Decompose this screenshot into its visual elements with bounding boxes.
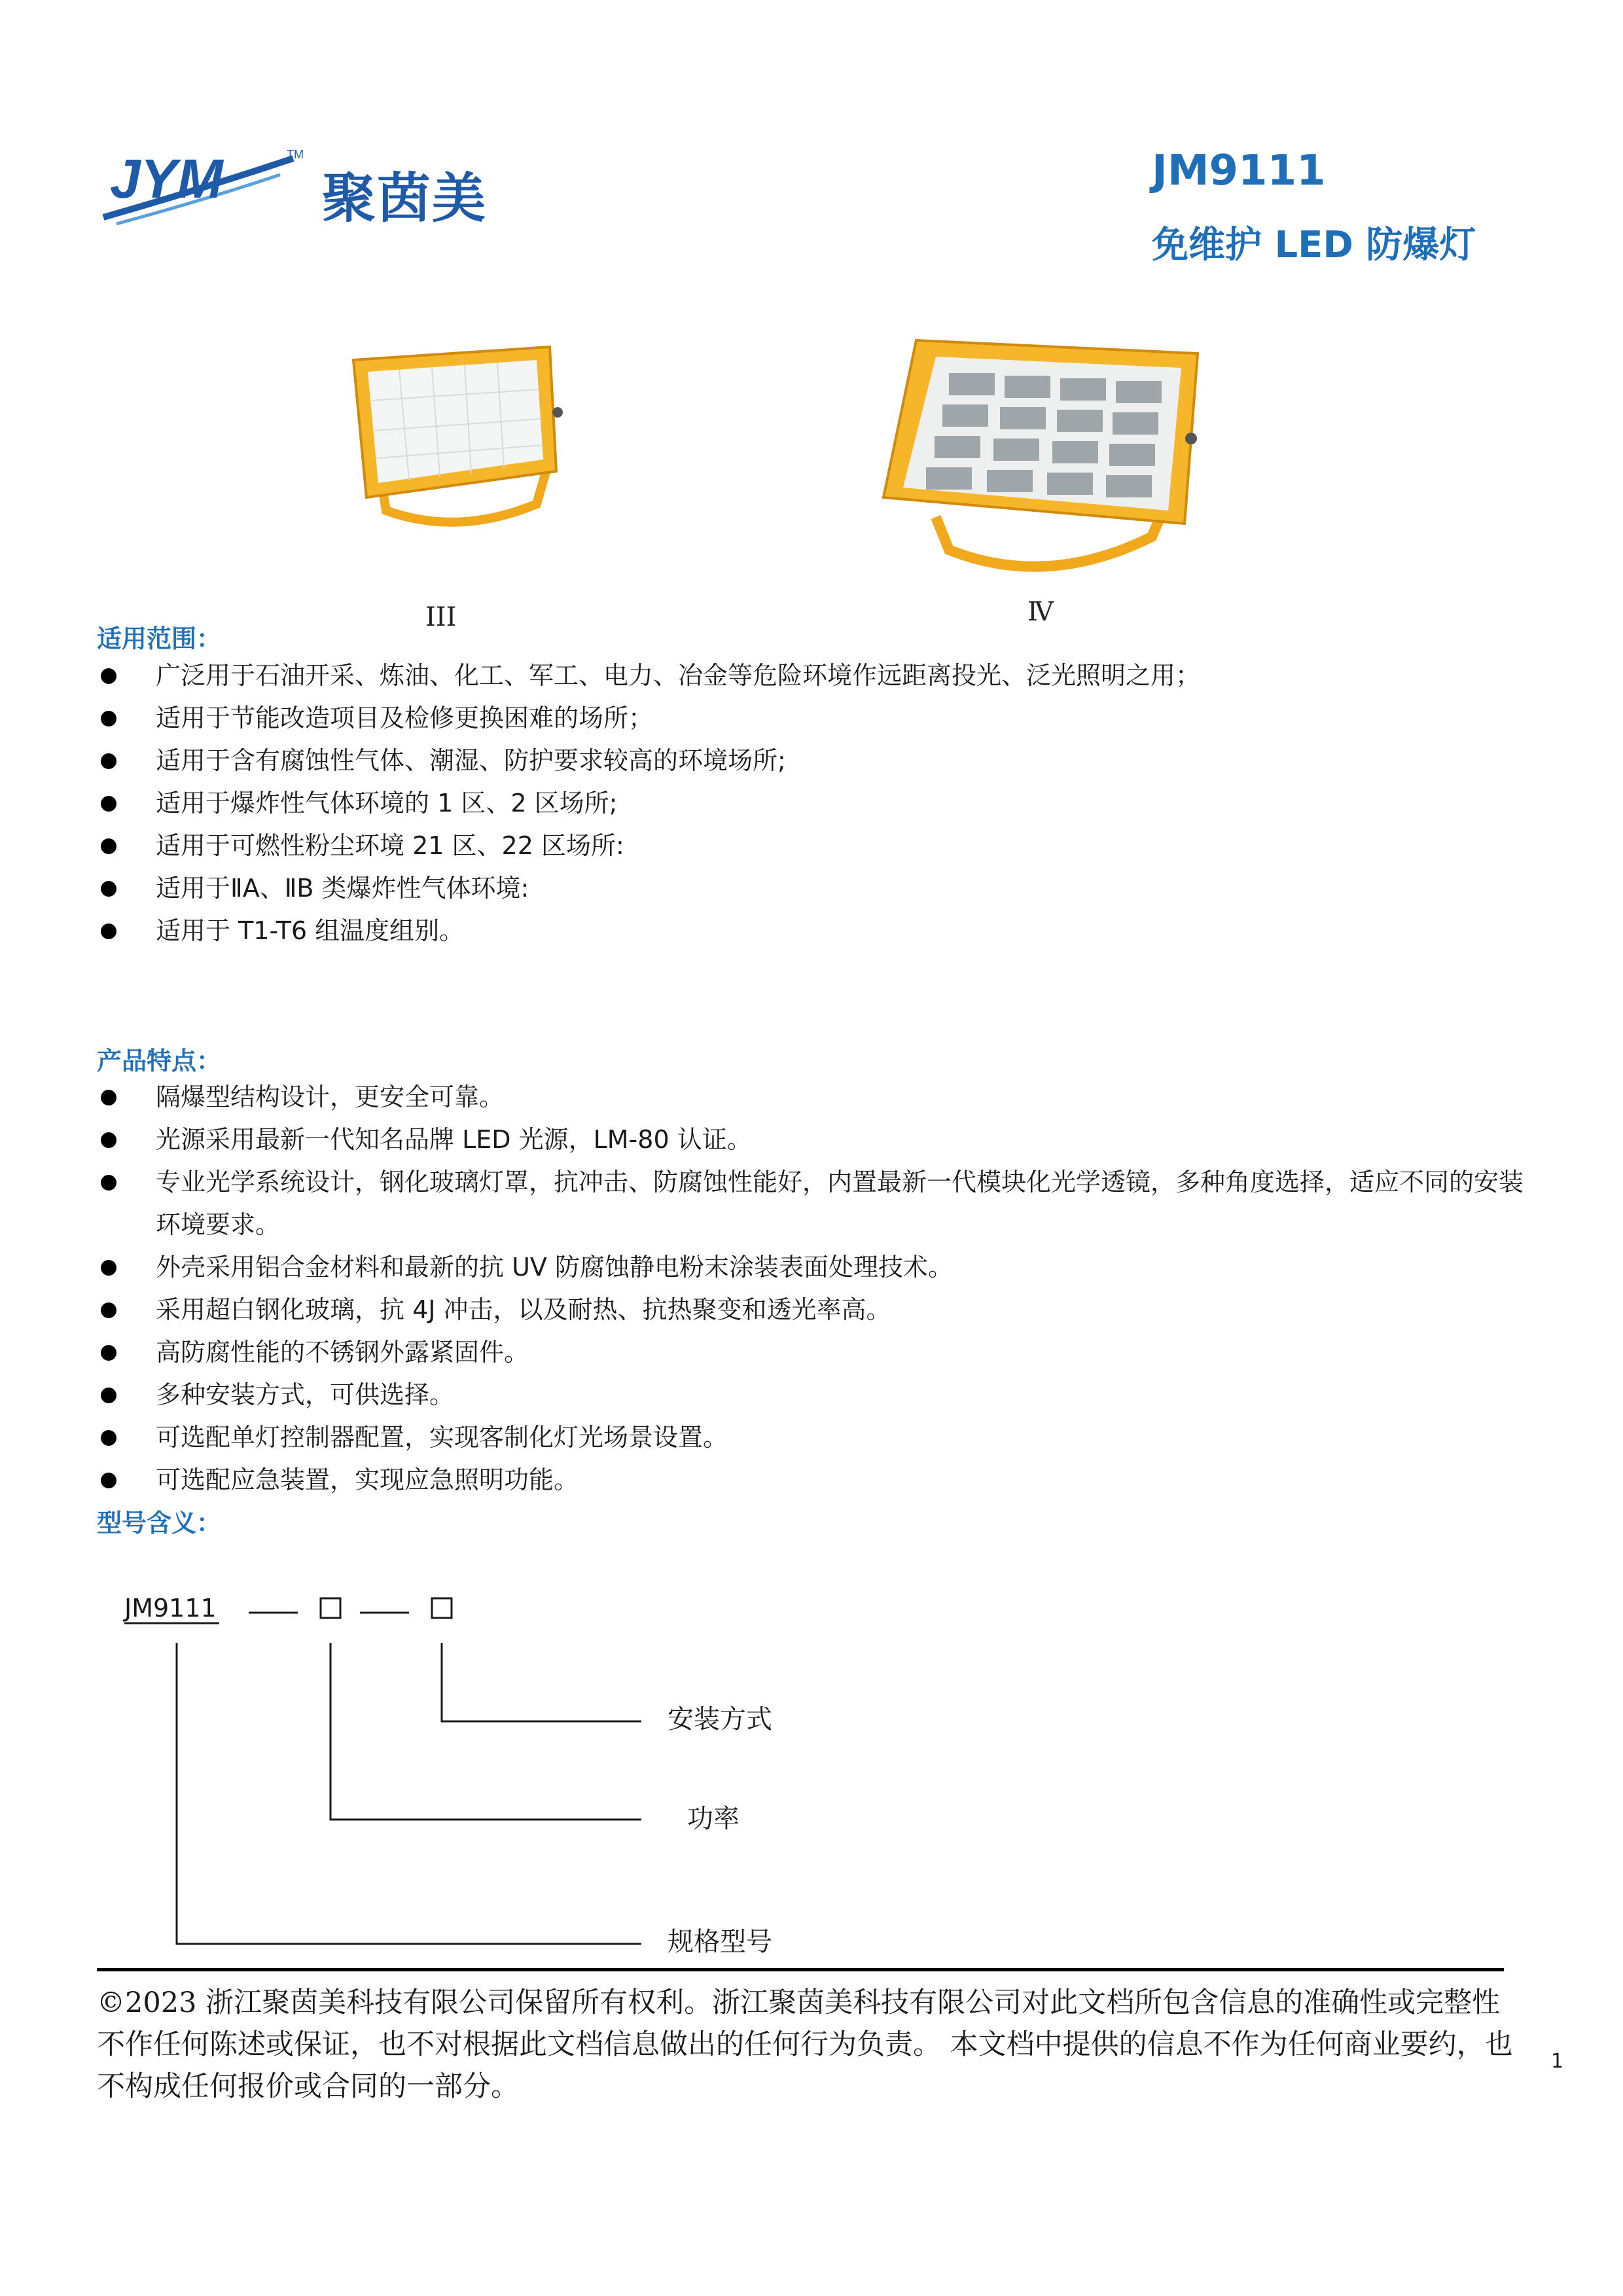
scope-list	[97, 655, 1537, 952]
list-item: 光源采用最新一代知名品牌 LED 光源，LM-80 认证。	[97, 1119, 1537, 1161]
list-item: 广泛用于石油开采、炼油、化工、军工、电力、冶金等危险环境作远距离投光、泛光照明之用；	[97, 655, 1537, 697]
list-item: 可选配应急装置，实现应急照明功能。	[97, 1459, 1537, 1501]
mount-placeholder-box	[432, 1598, 452, 1618]
mount-connector	[442, 1643, 641, 1721]
floodlight-large-image	[877, 327, 1217, 589]
image-caption-small: III	[425, 602, 457, 632]
list-item: 适用于爆炸性气体环境的 1 区、2 区场所;	[97, 782, 1537, 825]
power-connector	[330, 1643, 641, 1820]
model-code: JM9111	[1152, 147, 1326, 195]
list-item: 外壳采用铝合金材料和最新的抗 UV 防腐蚀静电粉末涂装表面处理技术。	[97, 1246, 1537, 1289]
features-heading: 产品特点：	[97, 1047, 222, 1075]
image-caption-large: Ⅳ	[1027, 597, 1054, 627]
features-list	[97, 1076, 1537, 1501]
mount-method-label: 安装方式	[668, 1704, 772, 1734]
list-item: 适用于可燃性粉尘环境 21 区、22 区场所:	[97, 825, 1537, 867]
list-item: 适用于节能改造项目及检修更换困难的场所；	[97, 697, 1537, 740]
list-item: 适用于含有腐蚀性气体、潮湿、防护要求较高的环境场所;	[97, 740, 1537, 782]
list-item: 隔爆型结构设计，更安全可靠。	[97, 1076, 1537, 1119]
list-item: 适用于ⅡA、ⅡB 类爆炸性气体环境:	[97, 867, 1537, 910]
list-item: 适用于 T1-T6 组温度组别。	[97, 910, 1537, 952]
brand-name: 聚茵美	[322, 168, 488, 230]
spec-connector	[177, 1643, 641, 1944]
floodlight-small-image	[340, 340, 576, 537]
list-item: 采用超白钢化玻璃，抗 4J 冲击，以及耐热、抗热聚变和透光率高。	[97, 1289, 1537, 1331]
list-item: 多种安装方式，可供选择。	[97, 1374, 1537, 1416]
logo-lettering: JYM	[110, 148, 223, 209]
product-title: 免维护 LED 防爆灯	[1152, 224, 1476, 266]
company-logo	[97, 145, 306, 229]
power-label: 功率	[687, 1804, 740, 1834]
list-item: 专业光学系统设计，钢化玻璃灯罩，抗冲击、防腐蚀性能好，内置最新一代模块化光学透镜，多种角度选择，适应不同的安装环境要求。	[97, 1161, 1537, 1246]
list-item: 高防腐性能的不锈钢外露紧固件。	[97, 1331, 1537, 1374]
power-placeholder-box	[321, 1598, 340, 1618]
page-number: 1	[1551, 2050, 1564, 2073]
scope-heading: 适用范围：	[97, 624, 222, 653]
model-meaning-diagram	[98, 1590, 883, 1970]
list-item: 可选配单灯控制器配置，实现客制化灯光场景设置。	[97, 1416, 1537, 1459]
footer-divider	[97, 1968, 1504, 1971]
spec-model-label: 规格型号	[668, 1927, 772, 1957]
model-code-label: JM9111	[124, 1594, 217, 1623]
trademark-mark: TM	[287, 148, 304, 161]
footer-copyright: ©2023 浙江聚茵美科技有限公司保留所有权利。浙江聚茵美科技有限公司对此文档所包含信息的准确性或完整性不作任何陈述或保证，也不对根据此文档信息做出的任何行为负责。 本文档中提供的信息不作为任何商业要约，也不构成任何报价或合同的一部分。	[97, 1986, 1513, 2103]
model-meaning-heading: 型号含义：	[97, 1509, 222, 1537]
